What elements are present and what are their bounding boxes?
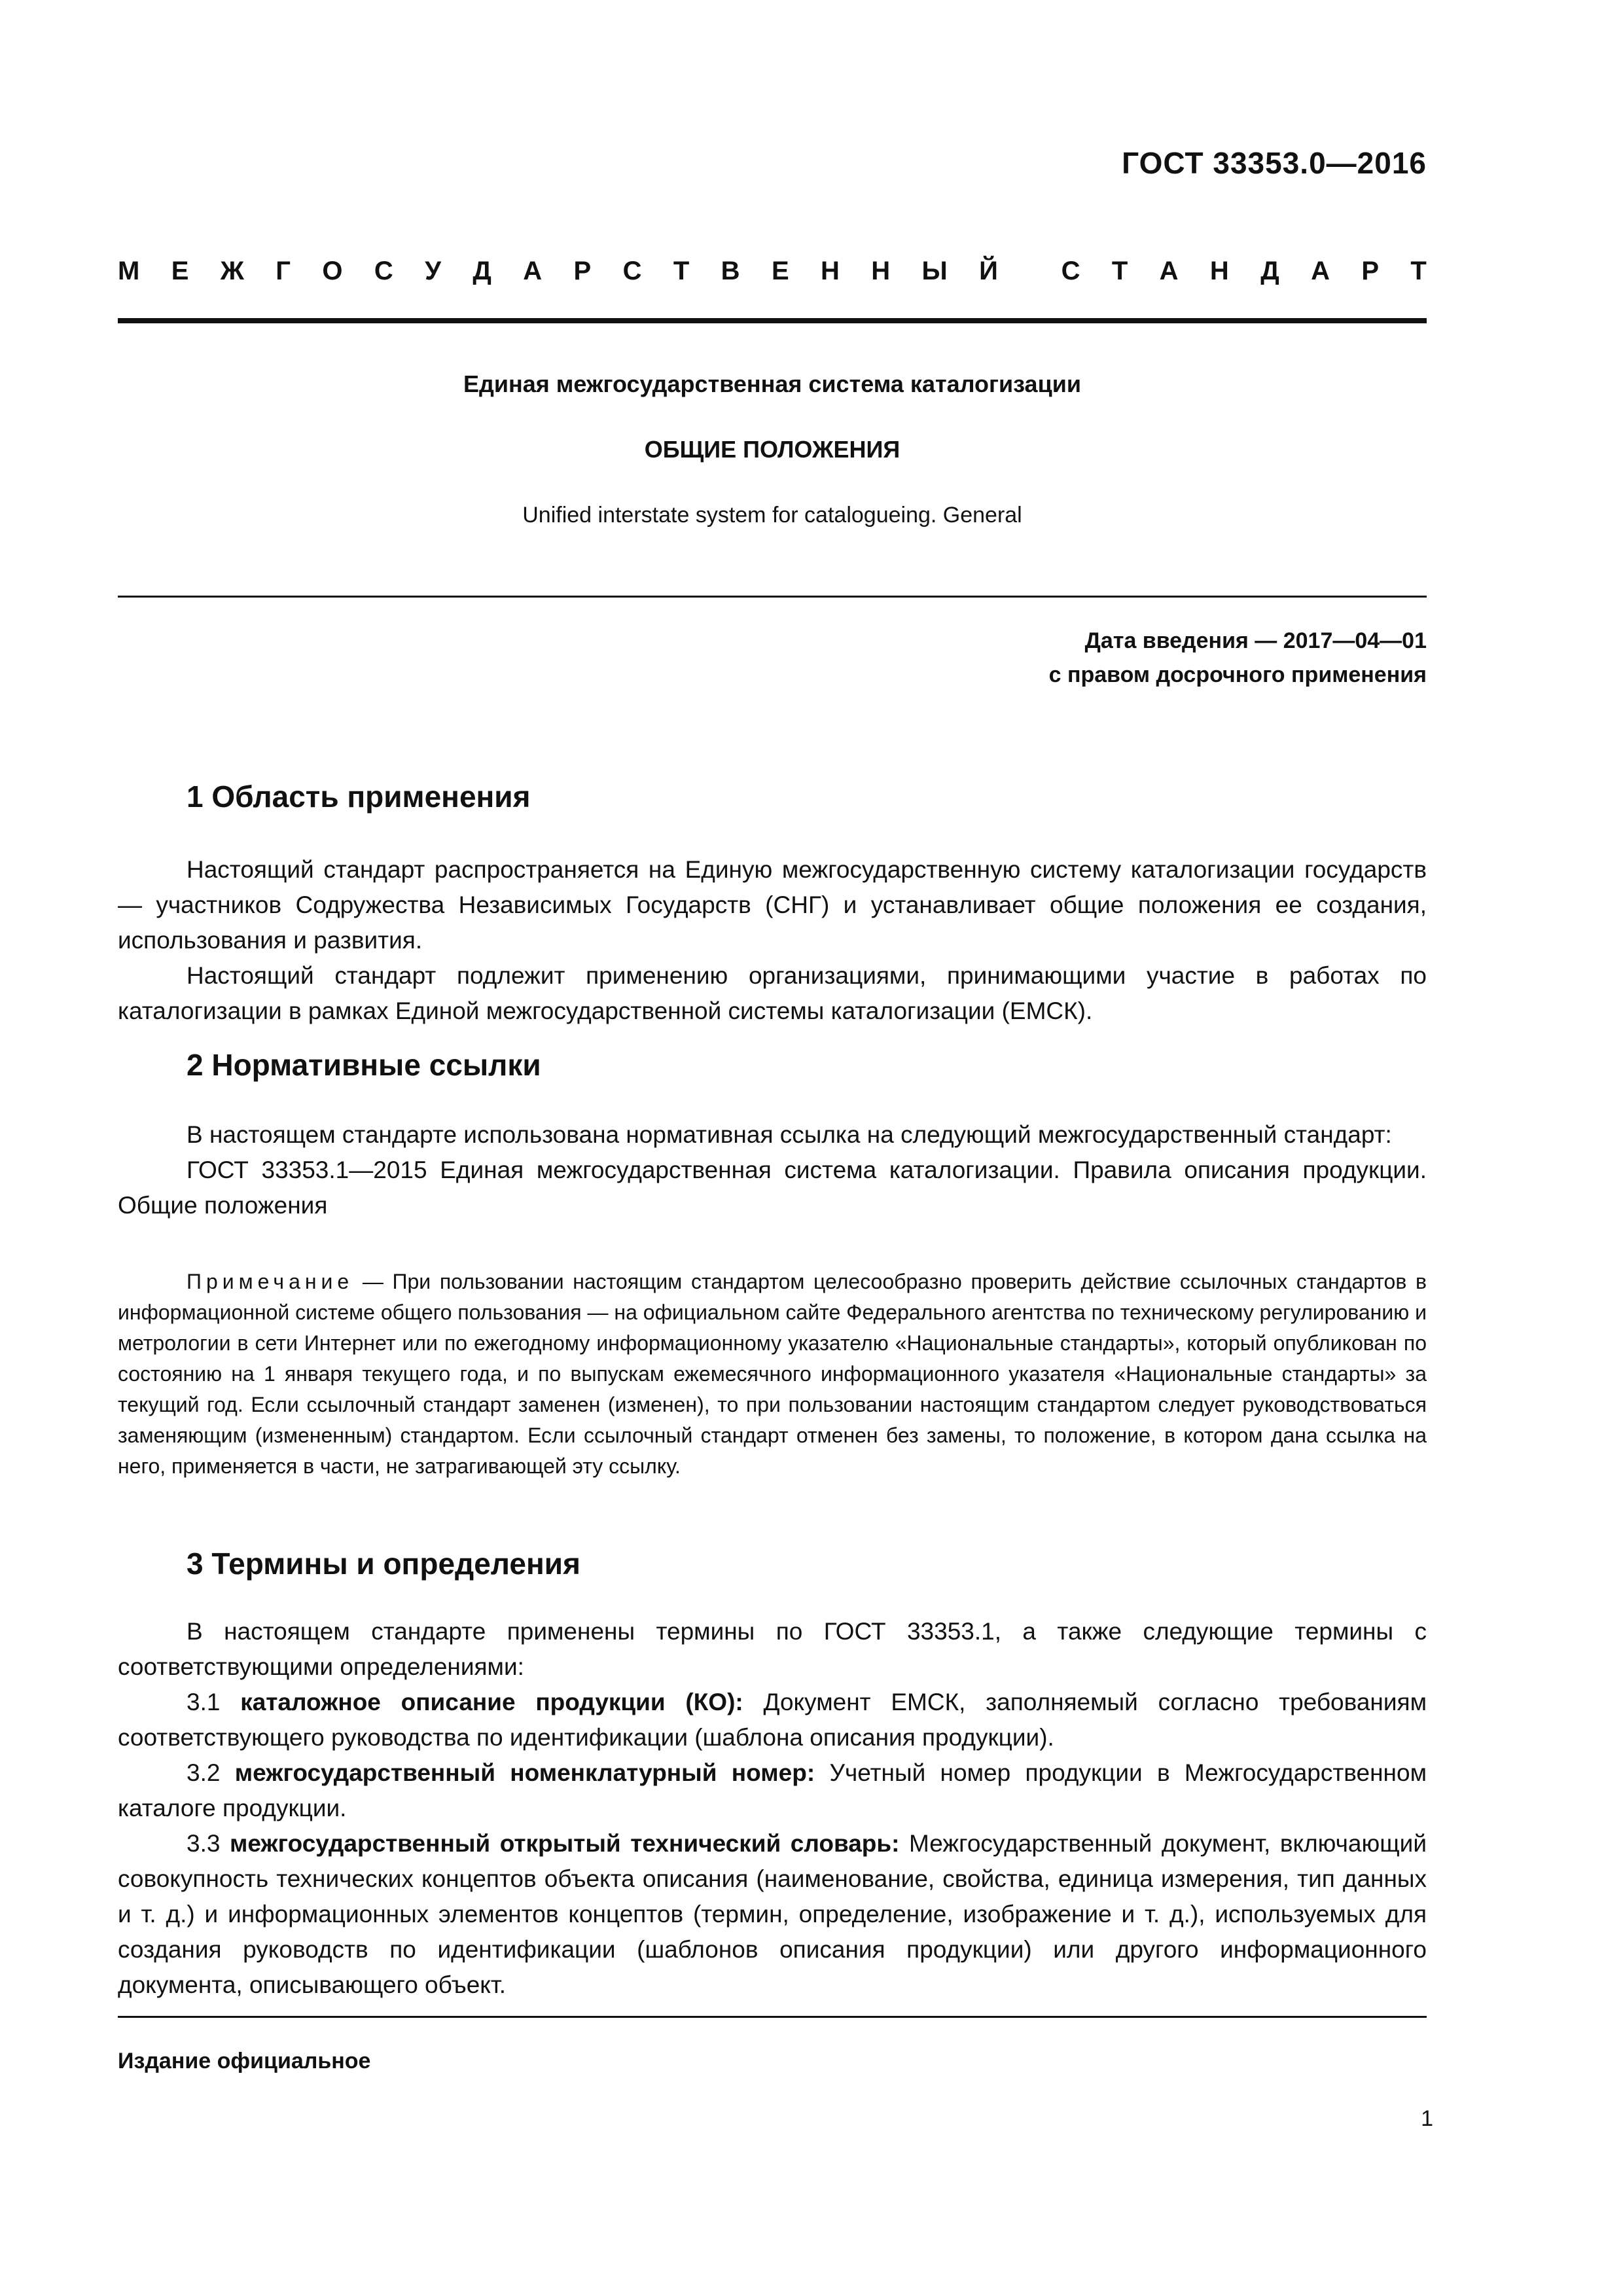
standard-kind-letter: Е (771, 257, 789, 285)
section-heading: 1 Область применения (187, 780, 531, 814)
standard-kind-letter: Д (473, 257, 491, 285)
header-rule (118, 318, 1427, 323)
standard-kind-letter: Р (573, 257, 592, 285)
title-rule (118, 596, 1427, 598)
term-number: 3.3 (187, 1830, 230, 1857)
standard-kind-letter: Ж (220, 257, 244, 285)
term-number: 3.1 (187, 1689, 241, 1715)
standard-kind-letter: С (374, 257, 393, 285)
standard-kind-letter: А (523, 257, 543, 285)
standard-kind-letter: Д (1260, 257, 1279, 285)
standard-kind-letter: Н (871, 257, 891, 285)
note-text: — При пользовании настоящим стандартом целесообразно проверить действие ссылочных стандартов в информационной системе общего пользования — на официальном сайте Федерального агентства по техническому регулированию и метрологии в сети Интернет или по ежегодному информационному указателю «Национальные стандарты», который опубликован по состоянию на 1 января текущего года, и по выпускам ежемесячного информационного указателя «Национальные стандарты» за текущий год. Если ссылочный стандарт заменен (изменен), то при пользовании настоящим стандартом следует руководствоваться заменяющим (измененным) стандартом. Если ссылочный стандарт отменен без замены, то положение, в котором дана ссылка на него, применяется в части, не затрагивающей эту ссылку. (118, 1270, 1427, 1478)
standard-kind-letter: Ы (921, 257, 948, 285)
system-name: Единая межгосударственная система каталогизации (463, 370, 1081, 397)
standard-kind-letter: У (425, 257, 442, 285)
standard-kind-letter: Н (821, 257, 840, 285)
standard-kind-letter: Н (1209, 257, 1229, 285)
introduction-date-block (1049, 624, 1427, 692)
standard-kind-letter: О (322, 257, 343, 285)
standard-kind-letter: А (1159, 257, 1179, 285)
footer-rule (118, 2016, 1427, 2018)
normative-reference: ГОСТ 33353.1—2015 Единая межгосударственная система каталогизации. Правила описания продукции. Общие положения (118, 1157, 1427, 1219)
standard-kind-letter: С (1061, 257, 1080, 285)
standard-kind-letter: Е (171, 257, 189, 285)
term-definition: Документ ЕМСК, заполняемый согласно требованиям соответствующего руководства по идентификации (шаблона описания продукции). (118, 1689, 1427, 1751)
section-2-body (118, 1117, 1427, 1223)
term-definition: Межгосударственный документ, включающий совокупность технических концептов объекта описания (наименование, свойства, единица измерения, тип данных и т. д.) и информационных элементов концептов (термин, определение, изображение и т. д.), используемых для создания руководств по идентификации (шаблонов описания продукции) или другого информационного документа, описывающего объект. (118, 1830, 1427, 1998)
section-heading: 2 Нормативные ссылки (187, 1048, 541, 1082)
standard-kind-letter: Р (1361, 257, 1380, 285)
note-block (118, 1266, 1427, 1482)
standard-kind-letter: Г (276, 257, 291, 285)
section-1-body (118, 852, 1427, 1029)
standard-kind-letter: В (721, 257, 740, 285)
section-3-body (118, 1614, 1427, 2003)
standard-number: ГОСТ 33353.0—2016 (1122, 146, 1427, 180)
standard-kind-letter: Т (1410, 257, 1427, 285)
term-entry (118, 1755, 1427, 1826)
term-name: каталожное описание продукции (КО): (240, 1689, 743, 1715)
paragraph: Настоящий стандарт распространяется на Единую межгосударственную систему каталогизации государств — участников Содружества Независимых Государств (СНГ) и устанавливает общие положения ее создания, использования и развития. (118, 856, 1427, 954)
standard-kind-letter: А (1311, 257, 1330, 285)
term-name: межгосударственный открытый технический словарь: (229, 1830, 900, 1857)
note-label: Примечание (187, 1270, 354, 1293)
term-definition: Учетный номер продукции в Межгосударственном каталоге продукции. (118, 1759, 1427, 1821)
paragraph: Настоящий стандарт подлежит применению организациями, принимающими участие в работах по каталогизации в рамках Единой межгосударственной системы каталогизации (ЕМСК). (118, 962, 1427, 1024)
standard-kind-letter: Т (1111, 257, 1128, 285)
english-title: Unified interstate system for catalogueing. General (522, 503, 1022, 528)
introduction-date: Дата введения — 2017—04—01 (1084, 628, 1427, 653)
term-name: межгосударственный номенклатурный номер: (234, 1759, 815, 1786)
paragraph: В настоящем стандарте применены термины по ГОСТ 33353.1, а также следующие термины с соответствующими определениями: (118, 1618, 1427, 1680)
document-title: ОБЩИЕ ПОЛОЖЕНИЯ (644, 436, 901, 463)
term-entry (118, 1685, 1427, 1755)
standard-kind (118, 257, 1427, 286)
term-entry (118, 1826, 1427, 2003)
standard-kind-letter: М (118, 257, 140, 285)
page-number: 1 (1421, 2106, 1433, 2131)
early-application-note: с правом досрочного применения (1048, 662, 1427, 687)
paragraph: В настоящем стандарте использована нормативная ссылка на следующий межгосударственный стандарт: (187, 1121, 1392, 1148)
standard-kind-letter: Т (673, 257, 690, 285)
standard-kind-letter: Й (979, 257, 998, 285)
section-heading: 3 Термины и определения (187, 1547, 580, 1581)
term-number: 3.2 (187, 1759, 235, 1786)
official-edition-label: Издание официальное (118, 2049, 371, 2073)
standard-kind-letter: С (622, 257, 642, 285)
